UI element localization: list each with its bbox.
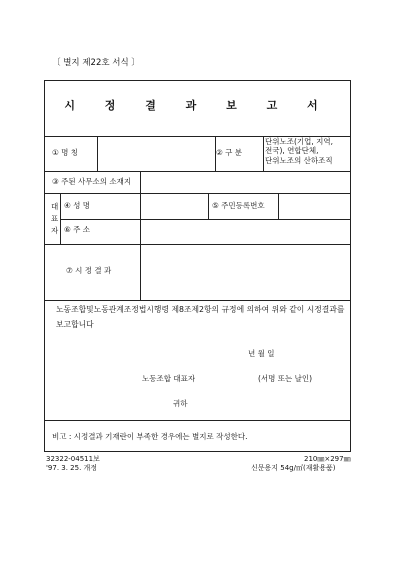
- divider: [60, 193, 61, 244]
- form-number-label: 〔 별지 제22호 서식 〕: [52, 58, 140, 68]
- paper-spec: 신문용지 54g/㎡(재활용품): [251, 464, 336, 472]
- rep-group-char-3: 자: [51, 226, 59, 235]
- addressee: 귀하: [173, 399, 188, 408]
- type-option-3: 단위노조의 산하조직: [265, 156, 333, 165]
- type-option-1: 단위노조(기업, 지역,: [265, 137, 334, 146]
- result-label: ⑦ 시 정 결 과: [66, 266, 112, 275]
- rep-name-label: ④ 성 명: [64, 201, 90, 210]
- form-title: 시 정 결 과 보 고 서: [64, 99, 331, 112]
- office-label: ③ 주된 사무소의 소재지: [52, 177, 132, 186]
- paper-size: 210㎜×297㎜: [304, 455, 351, 463]
- name-label: ① 명 칭: [52, 148, 78, 157]
- divider: [45, 171, 350, 172]
- divider: [45, 420, 350, 421]
- divider: [263, 136, 264, 171]
- divider: [45, 300, 350, 301]
- rep-address-label: ⑥ 주 소: [64, 225, 90, 234]
- rep-group-char-2: 표: [51, 214, 59, 223]
- statement-text: 노동조합및노동관계조정법시행령 제8조제2항의 규정에 의하여 위와 같이 시정결과를 보고합니다: [56, 305, 345, 329]
- type-option-2: 전국), 연합단체,: [265, 146, 319, 155]
- revision-date: '97. 3. 25. 개정: [46, 464, 98, 472]
- divider: [140, 193, 141, 300]
- divider: [45, 193, 350, 194]
- signer-label: 노동조합 대표자: [142, 374, 196, 383]
- divider: [140, 171, 141, 193]
- note-text: 비고 : 시정결과 기재란이 부족한 경우에는 별지로 작성한다.: [52, 432, 248, 441]
- divider: [278, 193, 279, 219]
- date-line: 년 월 일: [248, 349, 275, 358]
- type-label: ② 구 분: [216, 148, 242, 157]
- divider: [97, 136, 98, 171]
- divider: [208, 193, 209, 219]
- divider: [45, 244, 350, 245]
- signer-note: (서명 또는 날인): [258, 374, 313, 383]
- form-code: 32322-04511보: [46, 455, 100, 463]
- rep-id-label: ⑤ 주민등록번호: [212, 201, 265, 210]
- rep-group-char-1: 대: [51, 202, 59, 211]
- divider: [60, 219, 350, 220]
